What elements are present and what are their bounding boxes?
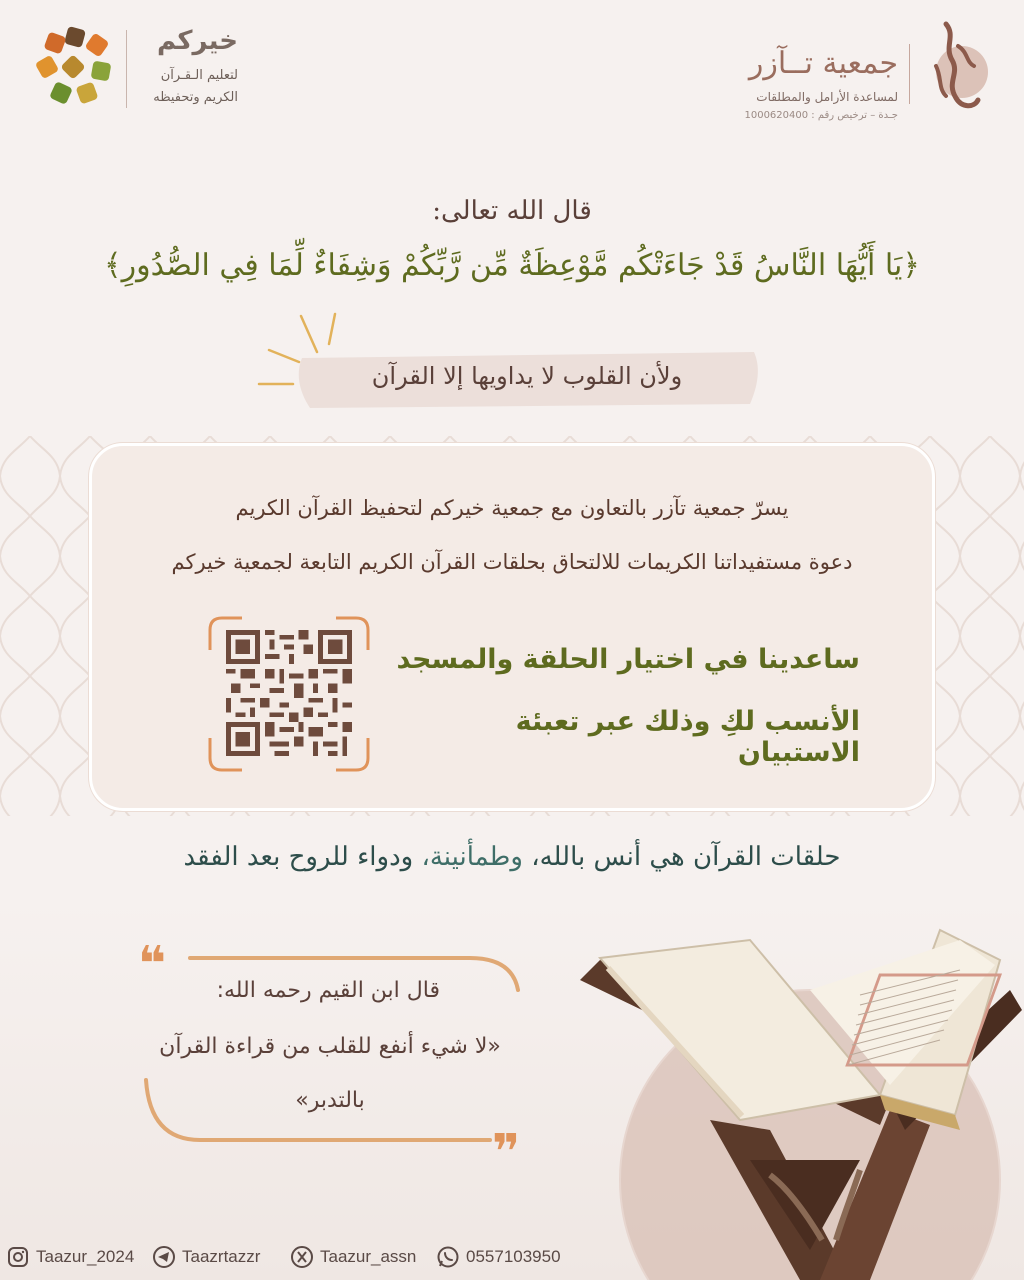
footer-telegram-text: Taazrtazzr [182,1247,261,1266]
quote-line-1: قال ابن القيم رحمه الله: [216,978,440,1003]
qr-code-icon[interactable] [224,630,354,756]
quote-open-icon: ❝ [138,936,167,992]
banner-text: ولأن القلوب لا يداويها إلا القرآن [371,362,683,390]
khairukum-emblem-icon [34,24,116,110]
taazur-license: جـدة – ترخيص رقم : 1000620400 [744,110,898,121]
khairukum-subtitle-1: لتعليم الـقـرآن [160,68,238,83]
statement [0,842,1024,872]
statement-part-1: حلقات القرآن هي أنس بالله، [522,842,841,872]
instagram-icon [6,1245,30,1269]
quote-line-3: بالتدبر» [295,1088,365,1113]
footer-x[interactable] [290,1242,416,1272]
quote-line-2: «لا شيء أنفع للقلب من قراءة القرآن [159,1034,501,1059]
cta-line-1: ساعدينا في اختيار الحلقة والمسجد [396,644,860,675]
card-line-2: دعوة مستفيداتنا الكريمات للالتحاق بحلقات القرآن الكريم التابعة لجمعية خيركم [171,550,853,574]
social-footer [6,1242,566,1272]
cta-line-2: الأنسب لكِ وذلك عبر تعبئة الاستبيان [515,706,860,768]
taazur-subtitle: لمساعدة الأرامل والمطلقات [756,90,898,104]
verse-intro: قال الله تعالى: [432,196,592,226]
card-line-1: يسرّ جمعية تآزر بالتعاون مع جمعية خيركم لتحفيظ القرآن الكريم [235,496,789,520]
khairukum-logo [34,24,244,114]
footer-x-text: Taazur_assn [320,1247,417,1266]
statement-part-3: ودواء للروح بعد الفقد [183,842,414,872]
telegram-icon [152,1245,176,1269]
quote-close-icon: ❞ [492,1124,521,1180]
quran-stand-illustration [560,920,1024,1280]
quran-verse: ﴿يَا أَيُّهَا النَّاسُ قَدْ جَاءَتْكُم مَّوْعِظَةٌ مِّن رَّبِّكُمْ وَشِفَاءٌ لِّمَا فِي الصُّدُورِ﴾ [104,248,920,283]
taazur-logo [720,16,990,126]
khairukum-subtitle-2: الكريم وتحفيظه [153,90,238,105]
footer-telegram[interactable] [152,1242,260,1272]
statement-part-2: وطمأنينة، [413,842,523,872]
x-icon [290,1245,314,1269]
khairukum-name: خيركم [156,26,238,56]
footer-instagram-text: Taazur_2024 [36,1247,135,1266]
footer-instagram[interactable] [6,1242,134,1272]
logo-divider [126,30,127,108]
logo-divider [909,44,910,104]
taazur-name: جمعية تــآزر [748,46,898,81]
taazur-emblem-icon [916,16,990,116]
footer-whatsapp-text: 0557103950 [466,1247,561,1266]
whatsapp-icon [436,1245,460,1269]
footer-whatsapp[interactable] [436,1242,561,1272]
